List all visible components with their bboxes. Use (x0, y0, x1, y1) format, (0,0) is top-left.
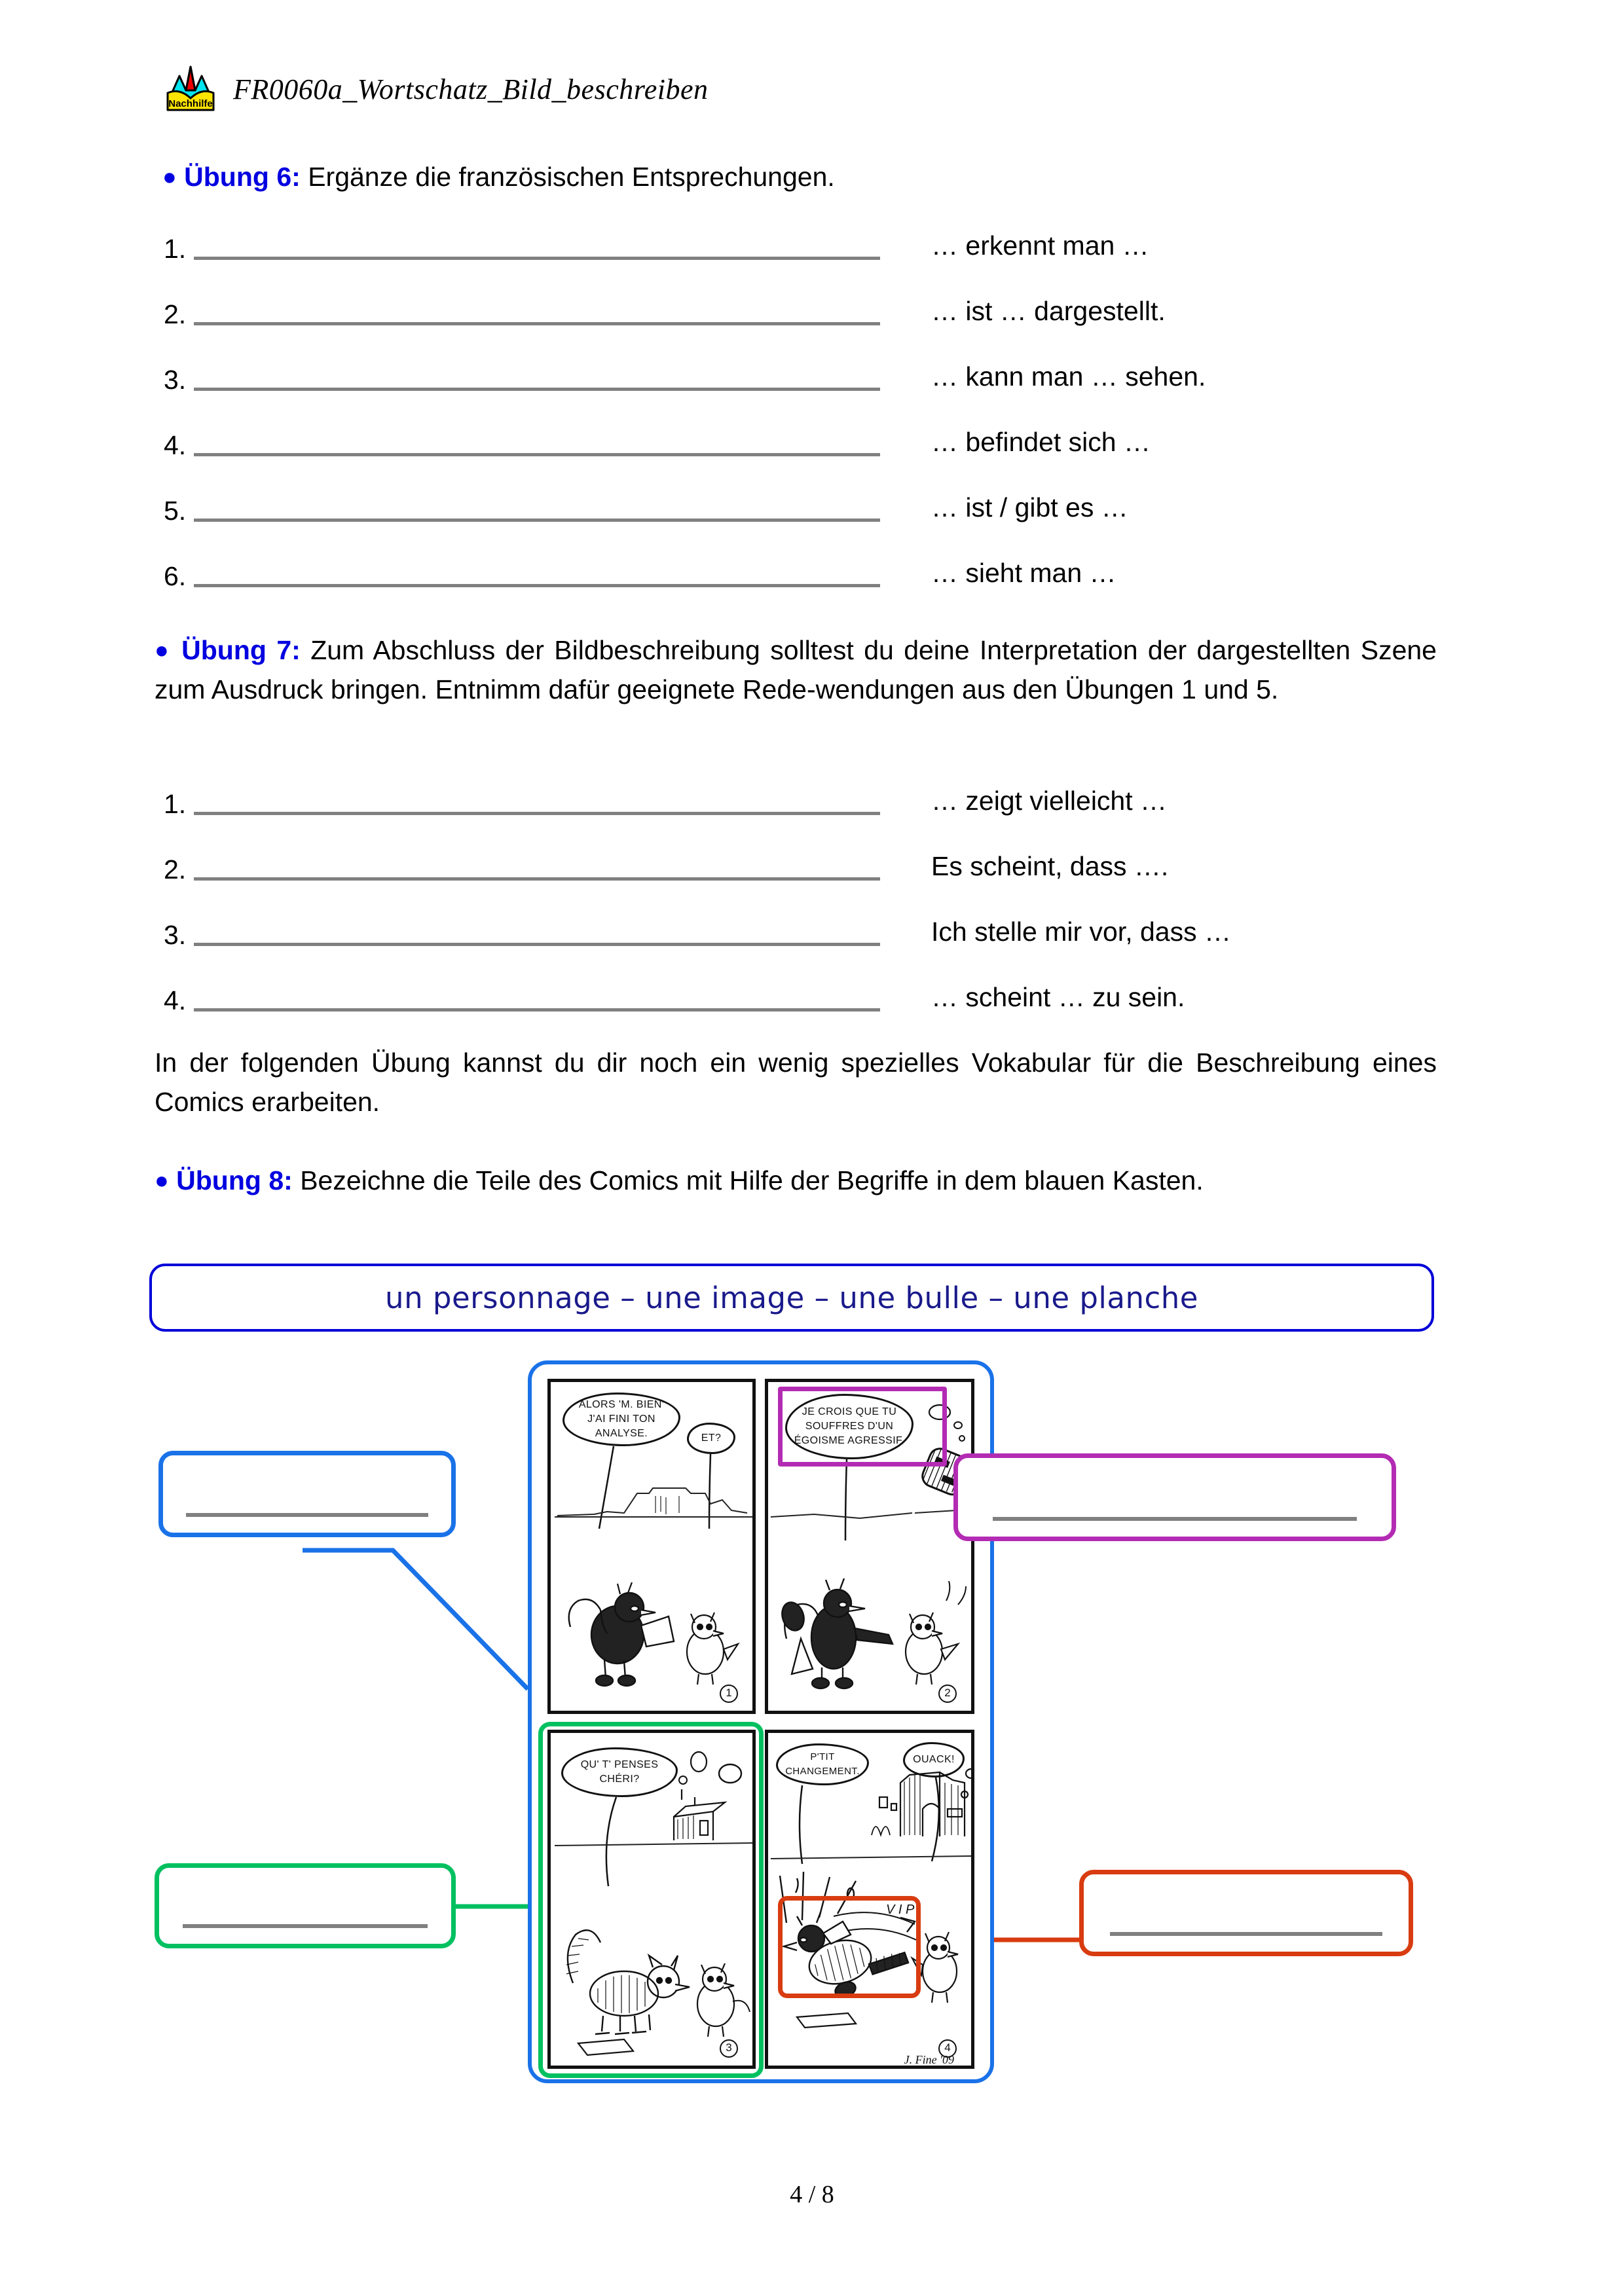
label-box-image[interactable] (155, 1863, 456, 1948)
item-number: 2. (164, 299, 187, 329)
item-number: 4. (164, 985, 187, 1015)
speech-bubble: OUACK! (903, 1742, 965, 1777)
exercise6-label: ● Übung 6: (162, 162, 301, 192)
exercise6-phrase-1: … erkennt man … (931, 230, 1149, 261)
speech-bubble: ALORS 'M. BIEN' J'AI FINI TON ANALYSE. (563, 1393, 680, 1446)
item-number: 3. (164, 365, 187, 395)
bullet-icon: ● (162, 163, 177, 190)
exercise8-label: ● Übung 8: (155, 1165, 293, 1195)
characters (561, 1920, 756, 2058)
exercise7-phrase-2: Es scheint, dass …. (931, 851, 1169, 881)
exercise6-row-6 (164, 553, 880, 590)
exercise6-phrase-2: … ist … dargestellt. (931, 296, 1166, 326)
item-number: 2. (164, 854, 187, 884)
answer-blank-line[interactable] (194, 519, 880, 522)
page-number-footer: 4 / 8 (790, 2181, 834, 2208)
speech-bubble: ET? (687, 1423, 735, 1454)
exercise6-phrase-3: … kann man … sehen. (931, 361, 1206, 392)
label-box-personnage[interactable] (1079, 1870, 1413, 1956)
answer-blank-line[interactable] (194, 877, 880, 881)
item-number: 4. (164, 430, 187, 460)
word-bank-terms: un personnage – une image – une bulle – une planche (385, 1280, 1198, 1315)
exercise7-phrase-4: … scheint … zu sein. (931, 982, 1185, 1012)
answer-blank-line[interactable] (194, 388, 880, 391)
exercise6-phrase-4: … befindet sich … (931, 427, 1151, 457)
exercise7-row-2 (164, 847, 880, 883)
panel-number: 1 (720, 1685, 738, 1703)
panel-background-art (866, 1745, 974, 1857)
answer-blank-line[interactable] (194, 1008, 880, 1011)
page-header (162, 63, 709, 115)
answer-blank-line[interactable] (194, 257, 880, 260)
panel-background-art (551, 1459, 756, 1531)
svg-text:Nachhilfe: Nachhilfe (168, 98, 213, 109)
nachhilfe-logo-icon (162, 63, 219, 115)
item-number: 6. (164, 561, 187, 591)
exercise6-row-4 (164, 422, 880, 459)
exercise7-label: ● Übung 7: (155, 635, 301, 665)
panel-number: 3 (720, 2039, 738, 2058)
horizon-line (551, 1835, 756, 1855)
label-box-bulle[interactable] (953, 1453, 1396, 1541)
exercise6-row-5 (164, 488, 880, 524)
exercise6-phrase-6: … sieht man … (931, 558, 1116, 588)
exercise7-instruction: Zum Abschluss der Bildbeschreibung solltest du deine Interpretation der dargestellten Szene zum Ausdruck bringen. Entnimm dafür geeignete Rede-wendungen aus den Übungen 1 und 5. (155, 635, 1437, 704)
label-answer-line[interactable] (186, 1513, 428, 1517)
exercise7-heading (155, 630, 1437, 709)
exercise6-heading (162, 157, 1439, 196)
answer-blank-line[interactable] (194, 322, 880, 325)
answer-blank-line[interactable] (194, 812, 880, 815)
label-answer-line[interactable] (183, 1924, 428, 1928)
label-answer-line[interactable] (993, 1517, 1357, 1521)
label-box-planche[interactable] (158, 1451, 456, 1537)
panel-number: 2 (938, 1685, 957, 1703)
comic-page-planche (528, 1360, 994, 2083)
exercise7-row-3 (164, 912, 880, 949)
horizon-line (768, 1499, 974, 1531)
exercise6-row-3 (164, 357, 880, 393)
exercise8-heading (155, 1161, 1437, 1200)
speech-bubble: JE CROIS QUE TU SOUFFRES D'UN ÉGOISME AGRESSIF. (785, 1394, 913, 1459)
panel-number: 4 (938, 2039, 957, 2058)
exercise6-instruction: Ergänze die französischen Entsprechungen. (308, 162, 835, 192)
item-number: 3. (164, 920, 187, 950)
answer-blank-line[interactable] (194, 453, 880, 456)
comic-panel-4 (765, 1730, 974, 2069)
exercise7-row-1 (164, 781, 880, 818)
exercise6-row-2 (164, 291, 880, 328)
document-title: FR0060a_Wortschatz_Bild_beschreiben (233, 73, 709, 105)
exercise7-phrase-1: … zeigt vielleicht … (931, 786, 1168, 816)
speech-bubble: QU' T' PENSES CHÉRI? (561, 1747, 678, 1797)
answer-blank-line[interactable] (194, 943, 880, 946)
exercise8-instruction: Bezeichne die Teile des Comics mit Hilfe der Begriffe in dem blauen Kasten. (300, 1165, 1204, 1195)
item-number: 5. (164, 496, 187, 526)
bullet-icon: ● (155, 636, 172, 663)
speech-bubble: P'TIT CHANGEMENT. (776, 1743, 869, 1785)
item-number: 1. (164, 789, 187, 819)
label-answer-line[interactable] (1110, 1932, 1383, 1936)
characters (777, 1902, 974, 2033)
comic-panel-3 (547, 1730, 756, 2069)
answer-blank-line[interactable] (194, 584, 880, 587)
item-number: 1. (164, 234, 187, 264)
exercise6-phrase-5: … ist / gibt es … (931, 492, 1128, 522)
comic-panel-2 (765, 1379, 974, 1714)
bullet-icon: ● (155, 1167, 169, 1194)
word-bank-box (149, 1264, 1434, 1332)
comic-panel-1 (547, 1379, 756, 1714)
exercise7-row-4 (164, 977, 880, 1014)
exercise6-row-1 (164, 226, 880, 263)
transition-paragraph: In der folgenden Übung kannst du dir noch ein wenig spezielles Vokabular für die Beschreibung eines Comics erarbeiten. (155, 1048, 1437, 1117)
exercise7-phrase-3: Ich stelle mir vor, dass … (931, 917, 1231, 947)
sfx-text: V I P (886, 1903, 915, 1917)
artist-signature: J. Fine '09 (904, 2053, 954, 2066)
